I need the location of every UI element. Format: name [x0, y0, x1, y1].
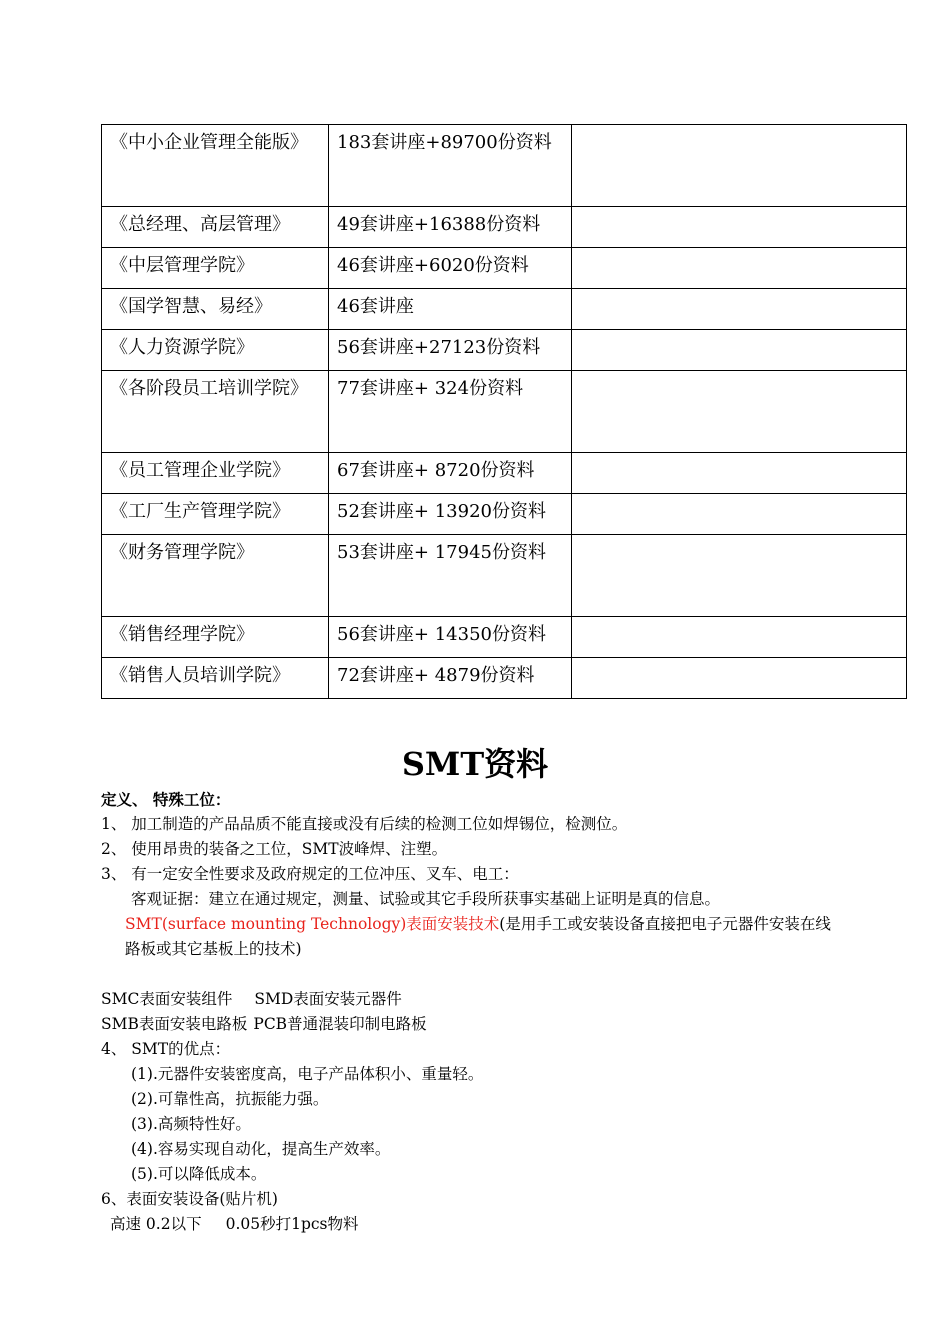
- advantage-item: (5).可以降低成本。: [131, 1165, 267, 1183]
- advantage-item: (4).容易实现自动化，提高生产效率。: [131, 1140, 391, 1158]
- list-item: 3、 有一定安全性要求及政府规定的工位冲压、叉车、电工：: [101, 865, 519, 883]
- table-row: [102, 453, 907, 494]
- course-note-cell: [572, 617, 907, 658]
- course-note-cell: [572, 658, 907, 699]
- smc-term: SMC表面安装组件: [101, 990, 233, 1008]
- course-name: 《员工管理企业学院》: [110, 460, 290, 481]
- term-pair: [101, 987, 831, 1012]
- course-note-cell: [572, 289, 907, 330]
- course-content: 46套讲座+6020份资料: [337, 255, 529, 276]
- term-pair: [101, 1012, 831, 1037]
- speed-range: 高速 0.2以下: [110, 1215, 202, 1233]
- course-name-cell: [102, 330, 329, 371]
- course-name-cell: [102, 248, 329, 289]
- course-name: 《财务管理学院》: [110, 542, 254, 563]
- course-name-cell: [102, 125, 329, 207]
- course-note-cell: [572, 494, 907, 535]
- table-row: [102, 658, 907, 699]
- course-note-cell: [572, 371, 907, 453]
- section-title: SMT资料: [401, 745, 549, 783]
- course-content: 183套讲座+89700份资料: [337, 132, 552, 153]
- course-note-cell: [572, 207, 907, 248]
- pcb-term: PCB普通混装印制电路板: [253, 1015, 427, 1033]
- course-content-cell: [329, 371, 572, 453]
- list-item: 1、 加工制造的产品品质不能直接或没有后续的检测工位如焊锡位，检测位。: [101, 815, 628, 833]
- evidence-definition: 客观证据：建立在通过规定，测量、试验或其它手段所获事实基础上证明是真的信息。: [131, 890, 721, 908]
- course-note-cell: [572, 330, 907, 371]
- table-row: [102, 617, 907, 658]
- course-name-cell: [102, 535, 329, 617]
- table-row: [102, 535, 907, 617]
- course-content-cell: [329, 453, 572, 494]
- table-row: [102, 371, 907, 453]
- course-content-cell: [329, 330, 572, 371]
- course-content: 67套讲座+ 8720份资料: [337, 460, 535, 481]
- course-note-cell: [572, 248, 907, 289]
- course-name-cell: [102, 371, 329, 453]
- advantage-item: (2).可靠性高，抗振能力强。: [131, 1090, 329, 1108]
- speed-line: [101, 1212, 831, 1237]
- course-note-cell: [572, 453, 907, 494]
- list-item: 6、表面安装设备(贴片机): [101, 1190, 278, 1208]
- section-body: [101, 787, 831, 1237]
- course-name: 《总经理、高层管理》: [110, 214, 290, 235]
- blank-line: [101, 962, 831, 987]
- course-name: 《各阶段员工培训学院》: [110, 378, 308, 399]
- course-note-cell: [572, 535, 907, 617]
- course-content: 49套讲座+16388份资料: [337, 214, 541, 235]
- speed-rate: 0.05秒打1pcs物料: [225, 1215, 359, 1233]
- course-name: 《工厂生产管理学院》: [110, 501, 290, 522]
- smt-definition: [101, 912, 831, 962]
- course-name-cell: [102, 207, 329, 248]
- advantage-item: (3).高频特性好。: [131, 1115, 251, 1133]
- smb-term: SMB表面安装电路板: [101, 1015, 248, 1033]
- course-name-cell: [102, 494, 329, 535]
- course-name: 《中层管理学院》: [110, 255, 254, 276]
- definition-heading: 定义、 特殊工位：: [101, 790, 231, 809]
- course-content: 53套讲座+ 17945份资料: [337, 542, 546, 563]
- course-content-cell: [329, 658, 572, 699]
- course-name-cell: [102, 617, 329, 658]
- list-item: 4、 SMT的优点：: [101, 1040, 231, 1058]
- table-row: [102, 207, 907, 248]
- course-content-cell: [329, 617, 572, 658]
- smt-term: SMT(surface mounting Technology)表面安装技术: [125, 915, 500, 933]
- course-content-cell: [329, 289, 572, 330]
- course-content: 56套讲座+27123份资料: [337, 337, 541, 358]
- course-content-cell: [329, 535, 572, 617]
- advantage-item: (1).元器件安装密度高，电子产品体积小、重量轻。: [131, 1065, 484, 1083]
- course-name: 《中小企业管理全能版》: [110, 132, 308, 153]
- course-name: 《销售经理学院》: [110, 624, 254, 645]
- course-content: 56套讲座+ 14350份资料: [337, 624, 546, 645]
- course-content: 72套讲座+ 4879份资料: [337, 665, 535, 686]
- course-note-cell: [572, 125, 907, 207]
- course-content-cell: [329, 207, 572, 248]
- list-item: 2、 使用昂贵的装备之工位，SMT波峰焊、注塑。: [101, 840, 448, 858]
- table-row: [102, 330, 907, 371]
- course-content: 46套讲座: [337, 296, 414, 317]
- course-content-cell: [329, 248, 572, 289]
- course-name-cell: [102, 658, 329, 699]
- course-content: 77套讲座+ 324份资料: [337, 378, 524, 399]
- table-row: [102, 125, 907, 207]
- table-row: [102, 494, 907, 535]
- course-content: 52套讲座+ 13920份资料: [337, 501, 546, 522]
- course-content-cell: [329, 494, 572, 535]
- course-name-cell: [102, 453, 329, 494]
- course-name-cell: [102, 289, 329, 330]
- smd-term: SMD表面安装元器件: [254, 990, 402, 1008]
- table-row: [102, 289, 907, 330]
- course-name: 《销售人员培训学院》: [110, 665, 290, 686]
- table-row: [102, 248, 907, 289]
- course-name: 《国学智慧、易经》: [110, 296, 272, 317]
- course-content-cell: [329, 125, 572, 207]
- course-catalog-table: [101, 124, 907, 699]
- smt-explanation: (是用手工或安装设备直接把电子元器件安装在线路板或其它基板上的技术): [125, 915, 831, 958]
- course-name: 《人力资源学院》: [110, 337, 254, 358]
